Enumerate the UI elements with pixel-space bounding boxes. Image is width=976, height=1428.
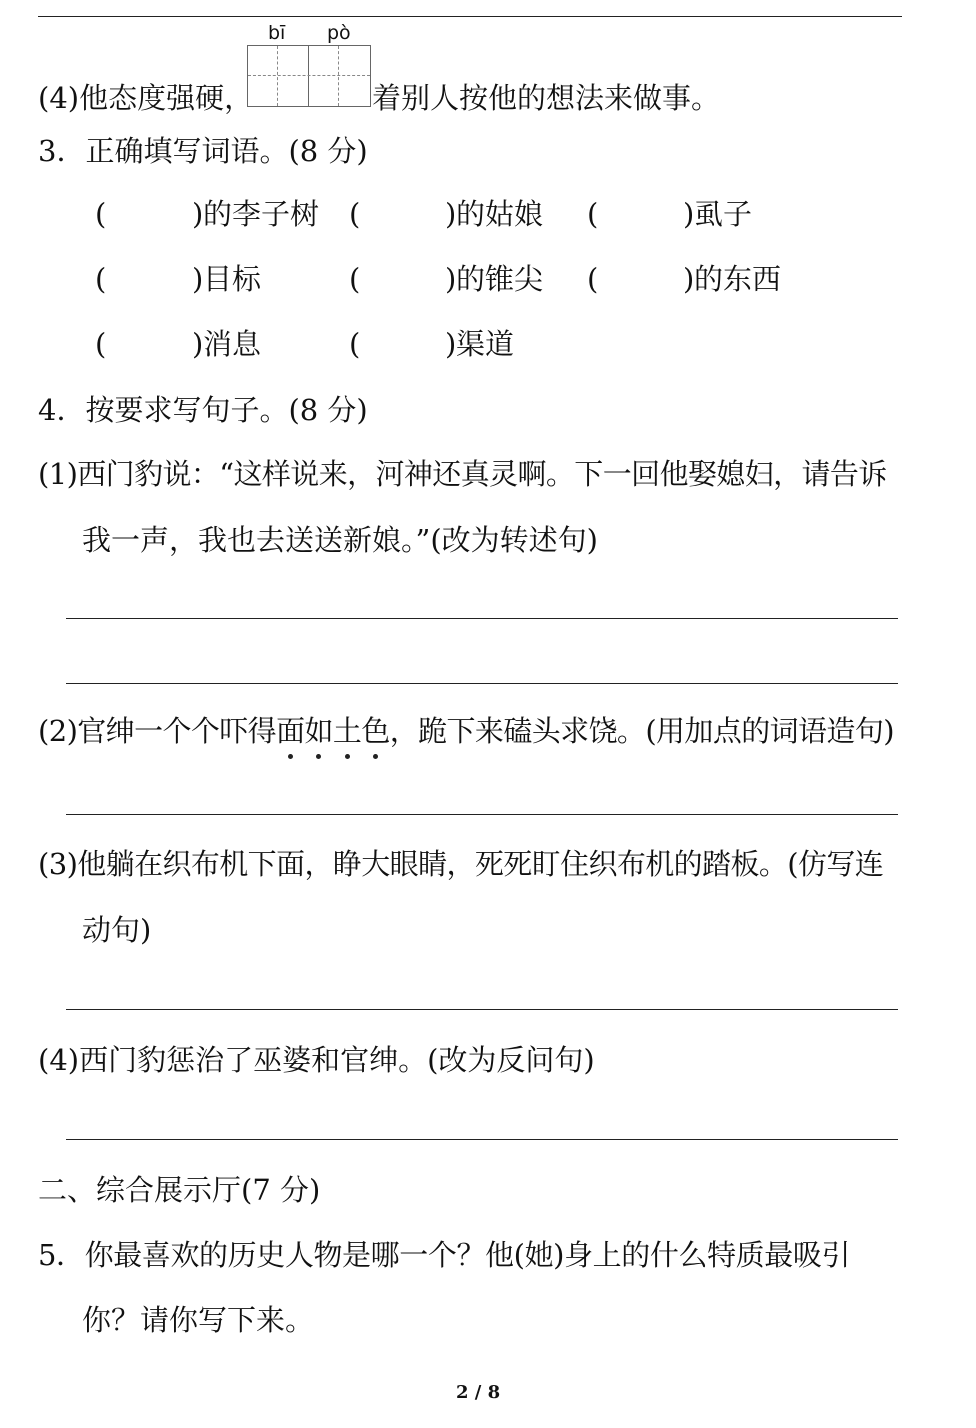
pinyin-po: pò — [327, 22, 351, 44]
q4-s4: (4)西门豹惩治了巫婆和官绅。(改为反问句) — [38, 1043, 595, 1077]
character-grid[interactable] — [247, 45, 371, 107]
q2-4-prefix: (4)他态度强硬， — [38, 81, 254, 115]
q4-s3-line2: 动句) — [82, 913, 152, 947]
section2-heading: 二、综合展示厅(7 分) — [38, 1173, 321, 1207]
q3-item-1: 的李子树 — [203, 197, 320, 231]
q5-line1: 5．你最喜欢的历史人物是哪一个？他(她)身上的什么特质最吸引 — [38, 1238, 851, 1272]
q3-item-8: 渠道 — [456, 327, 515, 361]
q3-item-5: 的锥尖 — [456, 262, 544, 296]
q3-item-7: 消息 — [203, 327, 262, 361]
q3-item-3: 虱子 — [694, 197, 753, 231]
answer-line[interactable] — [66, 1139, 898, 1140]
page-number: 2 / 8 — [456, 1382, 501, 1403]
paren-close: ) — [445, 197, 457, 231]
paren-open: ( — [349, 327, 361, 361]
paren-close: ) — [192, 197, 204, 231]
paren-open: ( — [587, 197, 599, 231]
dotted-char: 土 — [332, 714, 362, 748]
paren-close: ) — [445, 262, 457, 296]
pinyin-bi: bī — [268, 22, 286, 44]
paren-close: ) — [683, 197, 695, 231]
dotted-char: 色 — [361, 714, 390, 748]
paren-open: ( — [349, 262, 361, 296]
q3-item-2: 的姑娘 — [456, 197, 544, 231]
dotted-char: 面 — [276, 714, 305, 748]
q4-s3-line1: (3)他躺在织布机下面，睁大眼睛，死死盯住织布机的踏板。(仿写连 — [38, 847, 884, 881]
answer-line[interactable] — [66, 618, 898, 619]
q5-line2: 你？请你写下来。 — [82, 1303, 315, 1337]
paren-open: ( — [95, 262, 107, 296]
paren-open: ( — [587, 262, 599, 296]
dotted-char: 如 — [304, 714, 333, 748]
q2-4-suffix: 着别人按他的想法来做事。 — [372, 81, 721, 115]
q3-item-6: 的东西 — [694, 262, 782, 296]
q3-heading: 3．正确填写词语。(8 分) — [38, 134, 368, 168]
top-rule — [38, 16, 902, 17]
q4-s1-line2: 我一声，我也去送送新娘。”(改为转述句) — [82, 523, 598, 557]
paren-close: ) — [192, 327, 204, 361]
paren-open: ( — [95, 327, 107, 361]
q3-item-4: 目标 — [203, 262, 262, 296]
answer-line[interactable] — [66, 1009, 898, 1010]
answer-line[interactable] — [66, 814, 898, 815]
paren-close: ) — [192, 262, 204, 296]
q4-s2-prefix: (2)官绅一个个吓得 — [38, 714, 277, 748]
q4-s1-line1: (1)西门豹说：“这样说来，河神还真灵啊。下一回他娶媳妇，请告诉 — [38, 457, 887, 491]
paren-open: ( — [95, 197, 107, 231]
answer-line[interactable] — [66, 683, 898, 684]
paren-open: ( — [349, 197, 361, 231]
q4-s2 — [38, 713, 894, 749]
paren-close: ) — [683, 262, 695, 296]
paren-close: ) — [445, 327, 457, 361]
q4-heading: 4．按要求写句子。(8 分) — [38, 393, 368, 427]
q4-s2-suffix: ，跪下来磕头求饶。(用加点的词语造句) — [389, 714, 894, 748]
